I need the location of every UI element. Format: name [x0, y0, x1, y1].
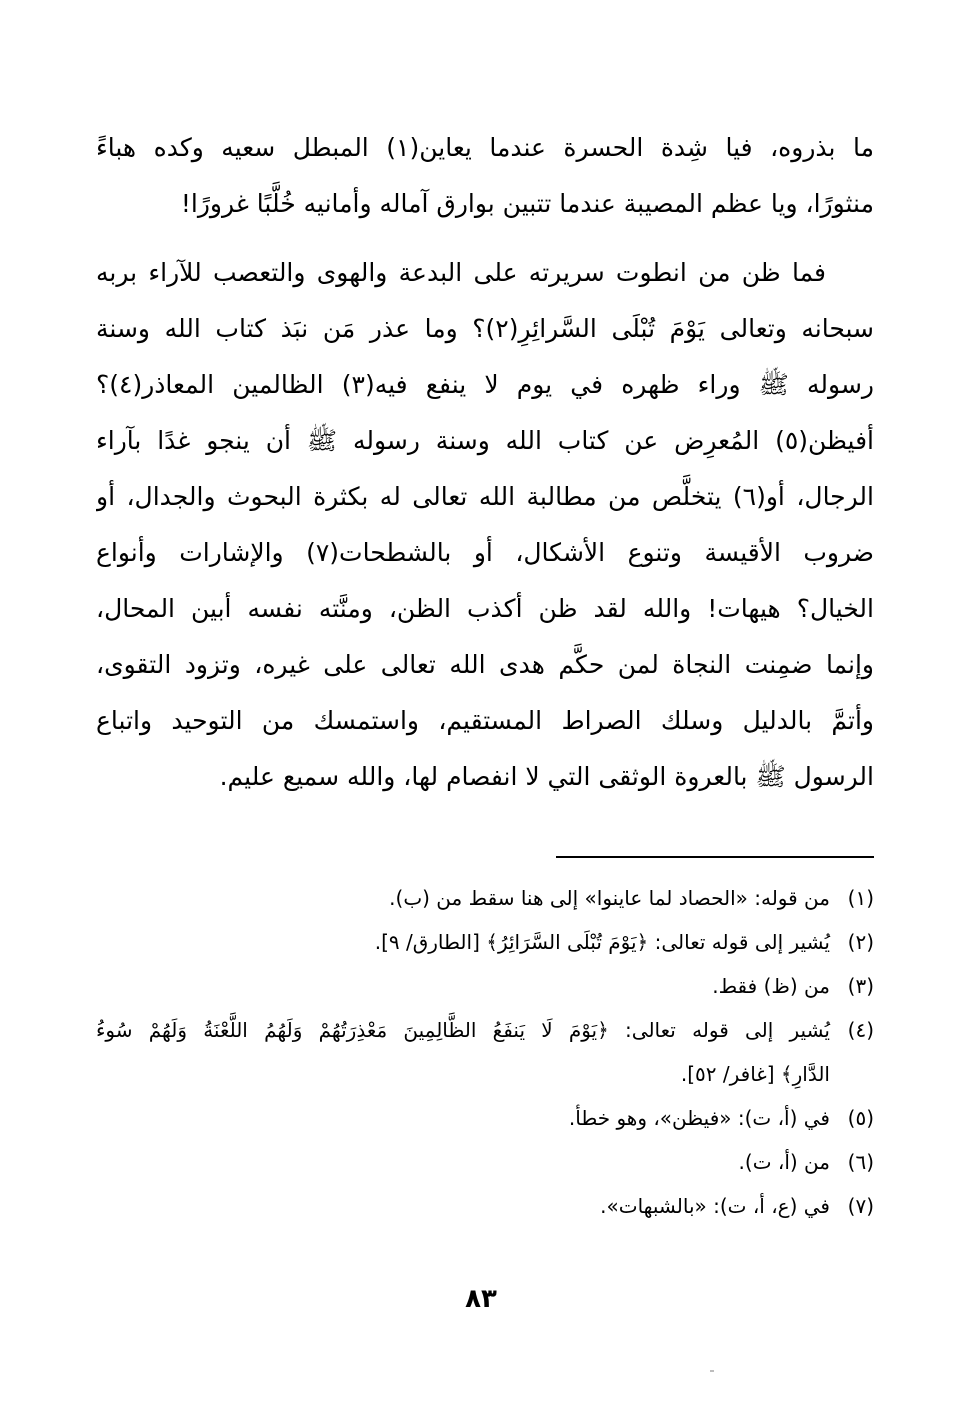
footnote-2 — [96, 920, 874, 964]
text-line: وإنما ضمِنت النجاة لمن حكَّم هدى الله تعالى على غيره، وتزود التقوى، — [96, 650, 874, 679]
footnote-7 — [96, 1184, 874, 1228]
footnote-text: من (ظ) فقط. — [712, 974, 830, 998]
footnote-text: في (ع، أ، ت): «بالشبهات». — [600, 1194, 830, 1218]
footnote-number: (١) — [847, 886, 874, 910]
footnote-text: يُشير إلى قوله تعالى: ﴿يَوْمَ تُبْلَى السَّرَائِرُ﴾ [الطارق/ ٩]. — [374, 930, 830, 954]
footnote-1 — [96, 876, 874, 920]
footnotes — [96, 876, 874, 1228]
footnote-3 — [96, 964, 874, 1008]
footnote-number: (٦) — [847, 1150, 874, 1174]
text-line: الرسول ﷺ بالعروة الوثقى التي لا انفصام لها، والله سميع عليم. — [219, 762, 874, 791]
footnote-number: (٧) — [847, 1194, 874, 1218]
text-line: ضروب الأقيسة وتنوع الأشكال، أو بالشطحات(٧) والإشارات وأنواع — [96, 538, 874, 567]
text-line: أفيظن(٥) المُعرِض عن كتاب الله وسنة رسوله ﷺ أن ينجو غدًا بآراء — [96, 426, 874, 455]
main-text — [96, 120, 874, 805]
text-line: الرجال، أو(٦) يتخلَّص من مطالبة الله تعالى له بكثرة البحوث والجدال، أو — [96, 482, 874, 511]
text-line: رسوله ﷺ وراء ظهره في يوم لا ينفع فيه(٣) الظالمين المعاذر(٤)؟ — [96, 370, 874, 399]
scan-speck — [710, 1370, 714, 1372]
footnote-number: (٣) — [847, 974, 874, 998]
page-number: ٨٣ — [465, 1284, 497, 1314]
footnote-separator — [556, 856, 874, 858]
paragraph-gap — [96, 232, 874, 245]
text-line: وأتمَّ بالدليل وسلك الصراط المستقيم، واستمسك من التوحيد واتباع — [96, 706, 874, 735]
footnote-5 — [96, 1096, 874, 1140]
footnote-6 — [96, 1140, 874, 1184]
footnote-number: (٥) — [847, 1106, 874, 1130]
text-line: منثورًا، ويا عظم المصيبة عندما تتبين بوارق آماله وأمانيه خُلَّبًا غرورًا! — [180, 189, 874, 218]
footnote-text: من قوله: «الحصاد لما عاينوا» إلى هنا سقط من (ب). — [389, 886, 830, 910]
footnote-number: (٢) — [847, 930, 874, 954]
footnote-text: يُشير إلى قوله تعالى: ﴿يَوْمَ لَا يَنفَعُ الظَّالِمِينَ مَعْذِرَتُهُمْ وَلَهُمُ اللَّعْنَةُ وَلَهُمْ سُوءُ — [96, 1018, 830, 1042]
footnote-text: من (أ، ت). — [738, 1150, 830, 1174]
text-line: فما ظن من انطوت سريرته على البدعة والهوى والتعصب للآراء بربه — [96, 258, 826, 287]
footnote-continuation: الدَّارِ﴾ [غافر/ ٥٢]. — [680, 1062, 830, 1086]
footnote-number: (٤) — [847, 1018, 874, 1042]
footnote-text: في (أ، ت): «فيظن»، وهو خطأ. — [568, 1106, 830, 1130]
text-line: الخيال؟ هيهات! والله لقد ظن أكذب الظن، ومنَّته نفسه أبين المحال، — [96, 594, 874, 623]
text-line: ما بذروه، فيا شِدة الحسرة عندما يعاين(١) المبطل سعيه وكده هباءً — [96, 133, 874, 162]
footnote-4 — [96, 1008, 874, 1052]
text-line: سبحانه وتعالى يَوْمَ تُبْلَى السَّرائِرِ(٢)؟ وما عذر مَن نبَذ كتاب الله وسنة — [96, 314, 874, 343]
